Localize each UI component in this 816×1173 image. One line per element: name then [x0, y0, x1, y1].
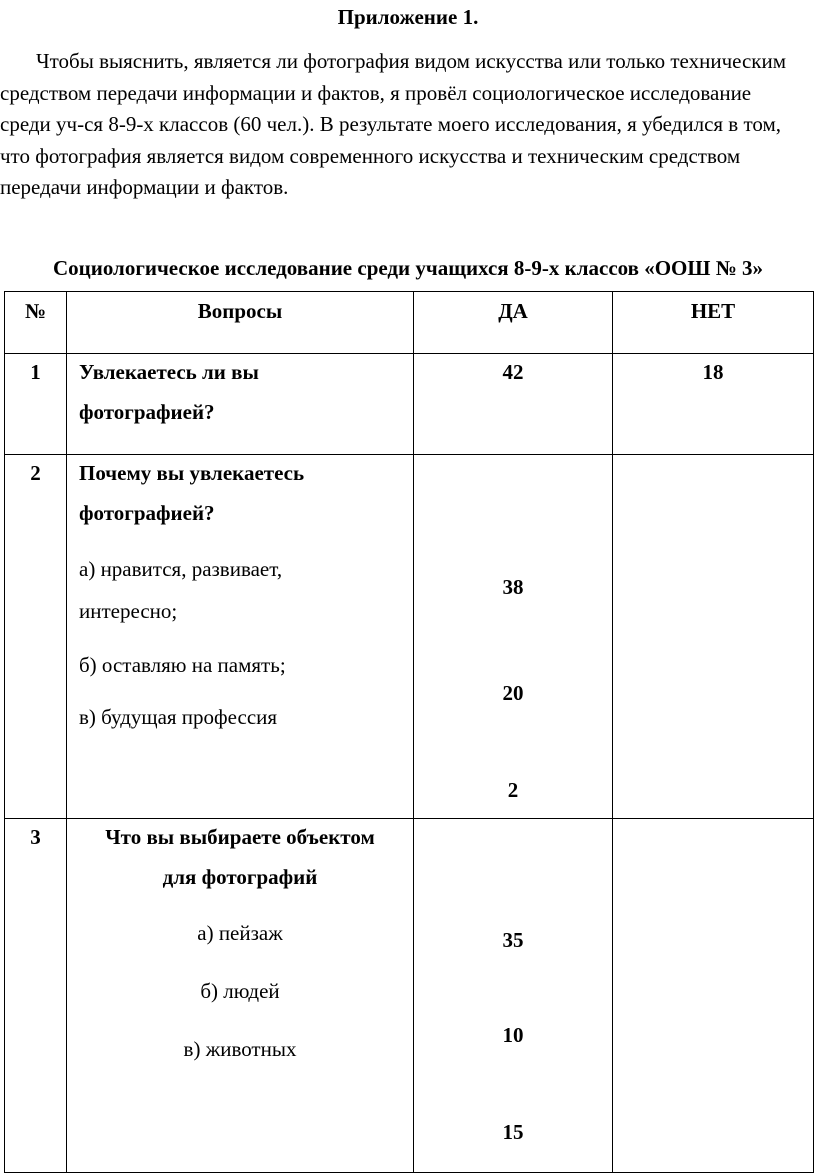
question-line: для фотографий: [162, 865, 318, 889]
header-yes: ДА: [498, 299, 528, 323]
answer-option: интересно;: [79, 599, 178, 623]
table-row: [5, 455, 814, 819]
row-num: 2: [30, 461, 41, 485]
table-row: [5, 819, 814, 1173]
yes-value: 10: [502, 1023, 524, 1047]
yes-value: 35: [502, 928, 524, 952]
header-num: №: [24, 299, 47, 323]
no-value: 18: [702, 360, 724, 384]
answer-option: б) людей: [200, 979, 280, 1003]
answer-option: а) нравится, развивает,: [79, 557, 283, 581]
table-row: [5, 354, 814, 455]
yes-value: 2: [507, 778, 519, 802]
yes-value: 20: [502, 681, 524, 705]
answer-option: б) оставляю на память;: [79, 653, 286, 677]
answer-option: в) будущая профессия: [79, 705, 278, 729]
yes-value: 15: [502, 1120, 524, 1144]
question-line: Что вы выбираете объектом: [105, 825, 375, 849]
row-num: 3: [30, 825, 41, 849]
yes-value: 38: [502, 575, 524, 599]
question-line: фотографией?: [79, 400, 215, 424]
header-question: Вопросы: [197, 299, 283, 323]
question-line: фотографией?: [79, 501, 215, 525]
table-title: Социологическое исследование среди учащихся 8-9-х классов «ООШ № 3»: [52, 256, 764, 280]
answer-option: а) пейзаж: [197, 921, 283, 945]
question-line: Увлекаетесь ли вы: [79, 360, 259, 384]
survey-table: [4, 291, 814, 1173]
yes-value: 42: [502, 360, 524, 384]
answer-option: в) животных: [183, 1037, 297, 1061]
table-header-row: [5, 292, 814, 354]
question-line: Почему вы увлекаетесь: [79, 461, 305, 485]
page-title: Приложение 1.: [337, 5, 479, 29]
intro-paragraph: Чтобы выяснить, является ли фотография видом искусства или только техническим средством передачи информации и фактов, я провёл социологическое исследование среди уч-ся 8-9-х классов (60 чел.). В результате моего исследования, я убедился в том, что фотография является видом современного искусства и техническим средством передачи информации и фактов.: [0, 49, 787, 199]
row-num: 1: [30, 360, 41, 384]
header-no: НЕТ: [690, 299, 736, 323]
